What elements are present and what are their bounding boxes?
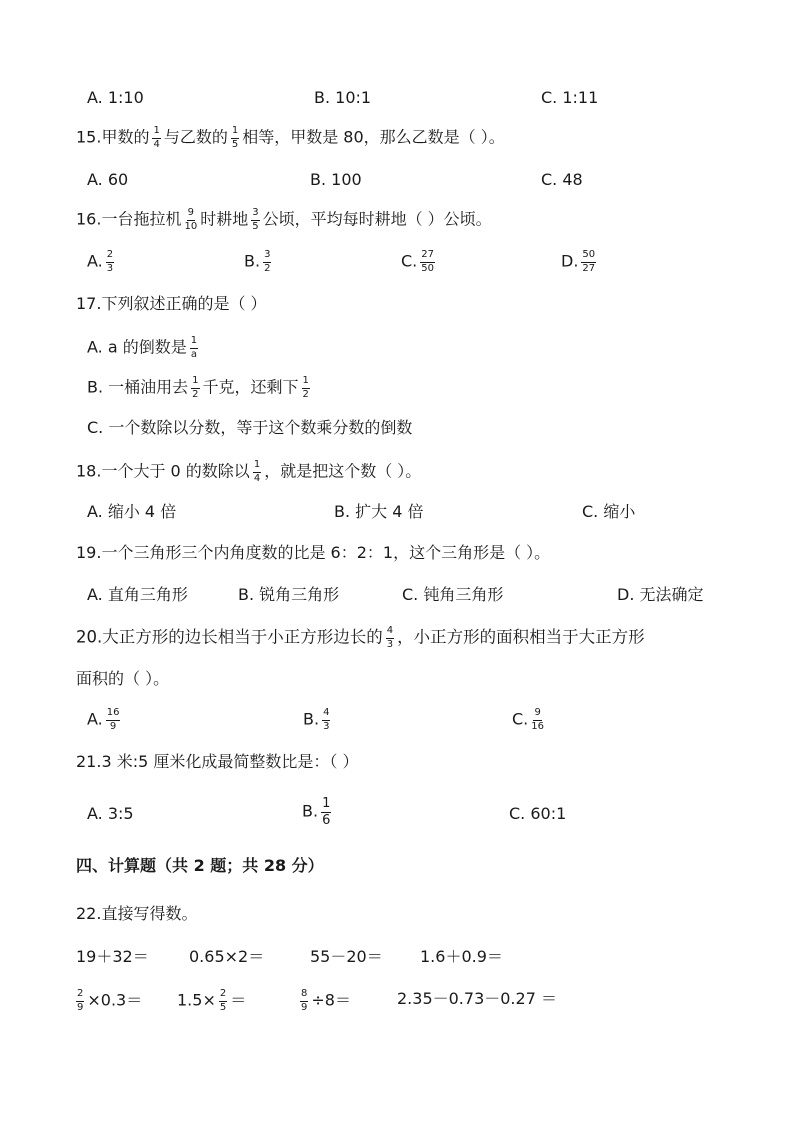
option-a: A. $\frac{16}{9}$: [87, 707, 120, 732]
fraction: $\frac{2}{5}$: [219, 988, 227, 1013]
option-b: B. 扩大 4 倍: [334, 502, 424, 521]
calc-item: 19＋32＝: [76, 947, 149, 966]
fraction: $\frac{8}{9}$: [301, 988, 308, 1013]
fraction: $\frac{3}{2}$: [264, 249, 271, 274]
option-a: A. 60: [87, 170, 129, 189]
option-c: C. 一个数除以分数，等于这个数乘分数的倒数: [87, 418, 413, 437]
calc-item: 1.6＋0.9＝: [420, 947, 503, 966]
calc-item: $\frac{8}{9}$ ÷8＝: [301, 988, 351, 1013]
fraction: $\frac{1}{6}$: [322, 796, 331, 828]
option-c: C. 1:11: [541, 88, 599, 107]
fraction: $\frac{1}{4}$: [253, 459, 261, 484]
calc-item: 1.5× $\frac{2}{5}$ ＝: [177, 988, 247, 1013]
q19-text: 19.一个三角形三个内角度数的比是 6：2：1，这个三角形是（ ）。: [76, 543, 551, 562]
q21-text: 21.3 米:5 厘米化成最简整数比是：（ ）: [76, 752, 359, 771]
fraction: $\frac{9}{10}$: [184, 207, 198, 232]
q16-stem: [0, 204, 794, 234]
q16-text-3: 公顷，平均每时耕地（ ）公顷。: [262, 209, 492, 229]
section-heading: [0, 858, 794, 888]
fraction: $\frac{1}{a}$: [190, 335, 198, 360]
q17-text: 17.下列叙述正确的是（ ）: [76, 294, 267, 313]
q16-text-2: 时耕地: [200, 209, 249, 229]
q15-text-1: 15.甲数的: [76, 127, 150, 147]
option-c: C. $\frac{9}{16}$: [512, 707, 544, 732]
option-b: B. 100: [310, 170, 362, 189]
q17-option-a: A. a 的倒数是 $\frac{1}{a}$: [87, 335, 198, 360]
option-c: C. 钝角三角形: [402, 585, 504, 604]
fraction: $\frac{4}{3}$: [323, 707, 330, 732]
calc-item: $\frac{2}{9}$ ×0.3＝: [77, 988, 143, 1013]
q22-stem: [0, 906, 794, 936]
q20-stem-line2: [0, 671, 794, 701]
q17-stem: [0, 296, 794, 326]
fraction: $\frac{4}{3}$: [386, 625, 394, 650]
option-b: B. 锐角三角形: [238, 585, 340, 604]
q22-row-1: [0, 949, 794, 979]
q14-options: [0, 88, 794, 118]
q21-options: [0, 797, 794, 827]
fraction: $\frac{1}{2}$: [192, 375, 199, 400]
fraction: $\frac{9}{16}$: [531, 707, 544, 732]
fraction: $\frac{2}{3}$: [106, 249, 114, 274]
option-b: B. $\frac{3}{2}$: [244, 249, 271, 274]
fraction: $\frac{1}{5}$: [231, 125, 239, 150]
fraction: $\frac{16}{9}$: [106, 707, 120, 732]
q22-text: 22.直接写得数。: [76, 904, 198, 923]
calc-item: 55－20＝: [310, 947, 383, 966]
q19-options: [0, 587, 794, 617]
q16-options: [0, 248, 794, 278]
calc-item: 0.65×2＝: [189, 947, 265, 966]
q18-options: [0, 504, 794, 534]
q16-text-1: 16.一台拖拉机: [76, 209, 182, 229]
option-d: D. 无法确定: [617, 585, 704, 604]
q22-row-2: [0, 985, 794, 1015]
q20-stem: 20.大正方形的边长相当于小正方形边长的 $\frac{4}{3}$ ，小正方形的面积相当于大正方形: [76, 625, 645, 650]
q21-stem: [0, 754, 794, 784]
option-c: C. $\frac{27}{50}$: [401, 249, 434, 274]
fraction: $\frac{2}{9}$: [77, 988, 84, 1013]
q19-stem: [0, 545, 794, 575]
fraction: $\frac{1}{4}$: [153, 125, 160, 150]
option-a: A. 1:10: [87, 88, 144, 107]
option-d: D. $\frac{50}{27}$: [561, 249, 596, 274]
fraction: $\frac{50}{27}$: [582, 249, 596, 274]
q15-stem: [0, 122, 794, 152]
fraction: $\frac{27}{50}$: [421, 249, 434, 274]
option-a: A. 缩小 4 倍: [87, 502, 177, 521]
option-c: C. 60:1: [509, 804, 567, 823]
q17-option-c: [0, 420, 794, 450]
option-b: B. $\frac{1}{6}$: [302, 796, 331, 828]
option-c: C. 48: [541, 170, 583, 189]
option-a: A. 3:5: [87, 804, 134, 823]
fraction: $\frac{3}{5}$: [252, 207, 259, 232]
q20-text-2: 面积的（ ）。: [76, 669, 170, 688]
section-title: 四、计算题（共 2 题；共 28 分）: [76, 856, 324, 875]
option-b: B. 10:1: [314, 88, 372, 107]
q17-option-b: B. 一桶油用去 $\frac{1}{2}$ 千克，还剩下 $\frac{1}{2}$: [87, 375, 309, 400]
option-a: A. 直角三角形: [87, 585, 188, 604]
option-c: C. 缩小: [582, 502, 636, 521]
option-b: B. $\frac{4}{3}$: [303, 707, 330, 732]
q20-options: [0, 706, 794, 736]
q18-stem: 18.一个大于 0 的数除以 $\frac{1}{4}$ ，就是把这个数（ ）。: [76, 459, 422, 484]
q15-text-3: 相等，甲数是 80，那么乙数是（ ）。: [242, 127, 505, 147]
q15-options: [0, 172, 794, 202]
fraction: $\frac{1}{2}$: [302, 375, 309, 400]
q15-text-2: 与乙数的: [163, 127, 228, 147]
option-a: A. $\frac{2}{3}$: [87, 249, 114, 274]
calc-item: 2.35－0.73－0.27 ＝: [397, 989, 557, 1008]
